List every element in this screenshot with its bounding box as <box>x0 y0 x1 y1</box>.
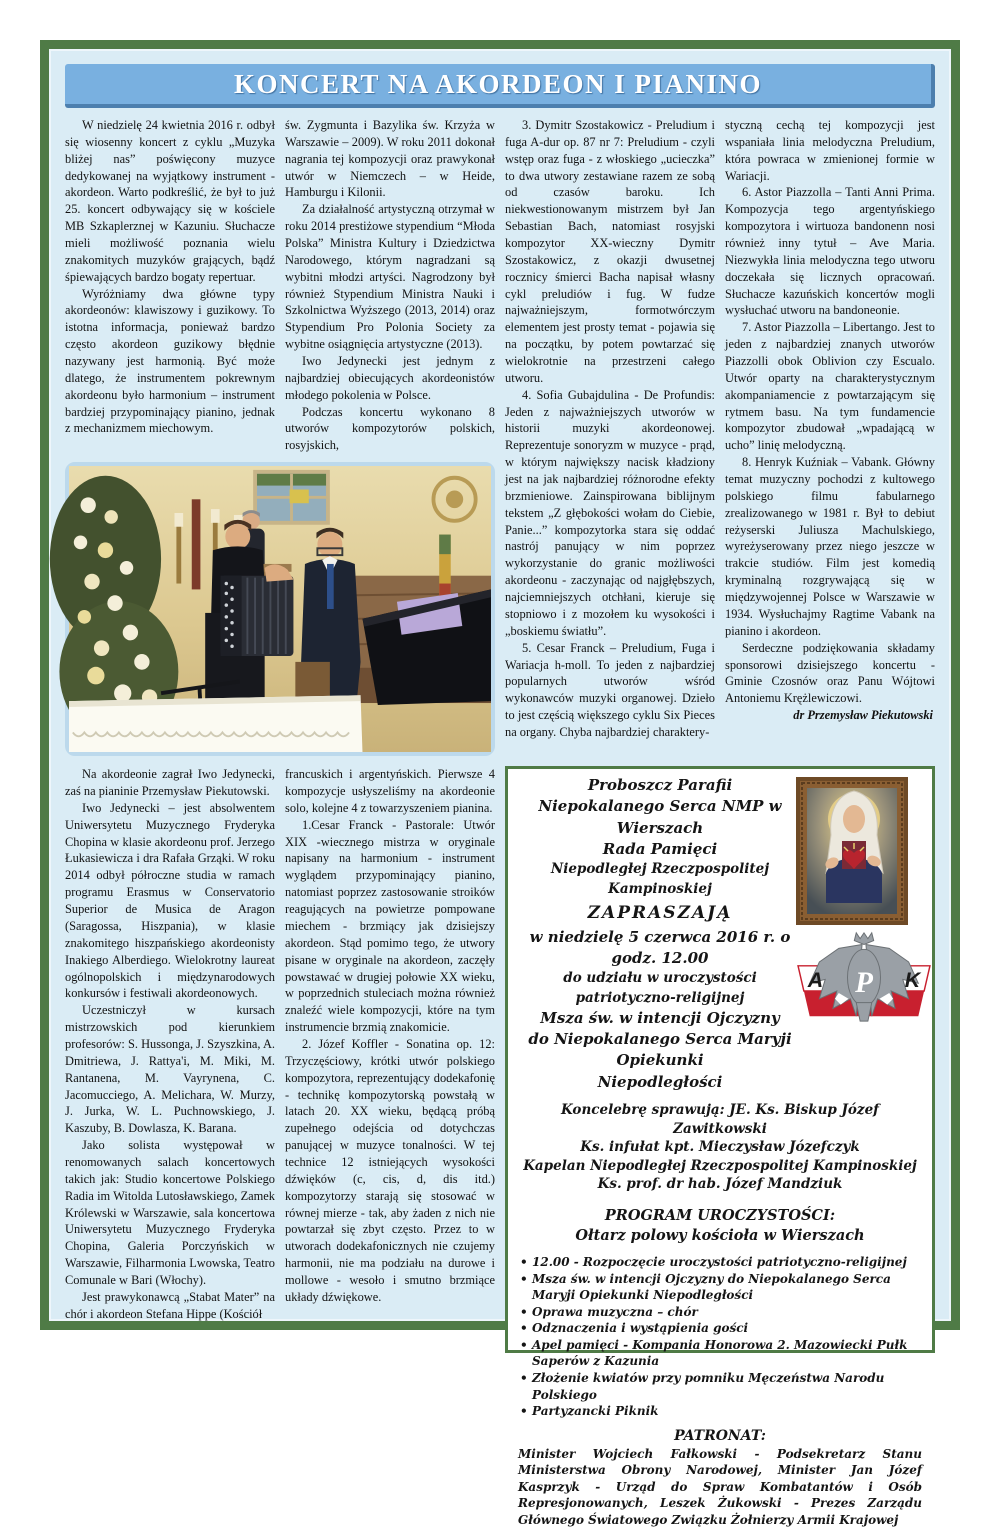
invitation-header-line: w niedzielę 5 czerwca 2016 r. o godz. 12.00 <box>529 927 791 968</box>
paragraph: 4. Sofia Gubajdulina - De Profundis: Jeden z najważniejszych utworów w historii muzyki akordeonowej. Reprezentuje sonoryzm w muzyce - prąd, w którym największy nacisk kładziony jest na jak najbardziej różnorodne efekty brzmieniowe. Zainspirowana biblijnym tekstem „Z głębokości wołam do Ciebie, Panie...” kompozytorka stara się oddać nastrój panujący w nim poprzez wykorzystanie do granic możliwości akordeonu - zaczynając od najgłębszych, najciemniejszych otchłani, kieruje się stopniowo i z mozołem ku wysokości i „boskiemu światłu”. <box>505 387 715 638</box>
program-title: PROGRAM UROCZYSTOŚCI: <box>604 1207 836 1225</box>
sacred-heart-of-mary-icon <box>796 777 908 925</box>
program-item: • Złożenie kwiatów przy pomniku Męczeństwa Narodu Polskiego <box>518 1370 922 1403</box>
invitation-header-line: Rada Pamięci <box>602 840 718 859</box>
paragraph: 7. Astor Piazzolla – Libertango. Jest to jeden z najbardziej znanych utworów Piazzolli obok Oblivion czy Escualo. Utwór oparty na charakterystycznym akompaniamencie z powtarzającym się rytmem basu. Na tym fundamencie kompozytor zbudował „wpadającą w ucho” linię melodyczną. <box>725 320 935 453</box>
ak-letter-a: A <box>807 968 824 993</box>
kotwica-icon: P <box>855 967 873 1000</box>
invitation-header-line: Msza św. w intencji Ojczyzny <box>540 1008 780 1027</box>
paragraph: św. Zygmunta i Bazylika św. Krzyża w Warszawie – 2009). W roku 2011 dokonał nagrania tej kompozycji oraz prawykonał utwór w Niemczech – w Heide, Hamburgu i Kilonii. <box>285 118 495 200</box>
article-bottom-section <box>65 766 935 1527</box>
concert-photo-wrap <box>65 462 495 756</box>
celebrants-list <box>518 1101 922 1194</box>
program-item: • 12.00 - Rozpoczęcie uroczystości patriotyczno-religijnej <box>518 1254 922 1271</box>
invitation-header-line: Niepokalanego Serca NMP w Wierszach <box>538 797 782 837</box>
article-column-1 <box>65 117 275 454</box>
invitation-header-line: Niepodległości <box>597 1072 723 1091</box>
program-list <box>518 1254 922 1419</box>
invitation-header <box>518 775 802 1093</box>
article-column-3 <box>505 117 715 756</box>
program-item: • Partyzancki Piknik <box>518 1403 922 1420</box>
article-column-2 <box>285 117 495 454</box>
paragraph: Na akordeonie zagrał Iwo Jedynecki, zaś na pianinie Przemysław Piekutowski. <box>65 767 275 799</box>
patronat-heading: PATRONAT: <box>674 1427 766 1444</box>
article-top-section <box>65 117 935 756</box>
patronat-text: Minister Wojciech Fałkowski - Podsekretarz Stanu Ministerstwa Obrony Narodowej, Minister Jan Józef Kasprzyk - Urząd do Spraw Kombatantów i Osób Represjonowanych, Leszek Żukowski - Prezes Zarządu Głównego Światowego Związku Żołnierzy Armii Krajowej <box>518 1446 922 1527</box>
program-heading <box>518 1206 922 1245</box>
paragraph: Jest prawykonawcą „Stabat Mater” na chór i akordeon Stefana Hippe (Kościół <box>65 1289 275 1321</box>
church-window <box>253 470 330 525</box>
paragraph: Serdeczne podziękowania składamy sponsorowi dzisiejszego koncertu - Gminie Czosnów oraz Panu Wójtowi Antoniemu Krężlewiczowi. <box>725 640 935 706</box>
article-column-4 <box>725 117 935 756</box>
paragraph: Iwo Jedynecki – jest absolwentem Uniwersytetu Muzycznego Fryderyka Chopina w klasie akordeonu prof. Jerzego Łukasiewicza i dra Rafała Grząki. W roku 2014 odbył półroczne studia w ramach programu Erasmus w Conservatorio Superior de Musica de Aragon (Saragossa, Hiszpania), w klasie znakomitego hiszpańskiego akordeonisty Inakiego Alberdiego. Wielokrotny laureat ogólnopolskich i międzynarodowych konkursów i festiwali akordeonowych. <box>65 800 275 1001</box>
invitation-header-line: Proboszcz Parafii <box>587 776 733 795</box>
program-item: • Msza św. w intencji Ojczyzny do Niepokalanego Serca Maryji Opiekunki Niepodległości <box>518 1271 922 1304</box>
bottom-column-1 <box>65 766 275 1322</box>
paragraph: Uczestniczył w kursach mistrzowskich pod kierunkiem profesorów: S. Hussonga, J. Szyszkina, A. Dmitriewa, J. Rattya'i, M. Miki, M. Rantanena, M. Vayrynena, C. Jacomucciego, A. Melichara, W. Murzy, J. Jurka, W. L. Puchnowskiego, J. Kaszuby, B. Dowlasza, K. Barana. <box>65 1003 275 1136</box>
paragraph: Iwo Jedynecki jest jednym z najbardziej obiecujących akordeonistów młodego pokolenia w Polsce. <box>285 354 495 402</box>
paragraph: 8. Henryk Kuźniak – Vabank. Główny temat muzyczny pochodzi z kultowego polskiego filmu fabularnego zrealizowanego w 1981 r. Był to debiut reżyserski Juliusza Machulskiego, wyreżyserowany przez niego jeszcze w trakcie studiów. Film jest komedią kryminalną rozgrywającą się w międzywojennej Polsce w Warszawie w 1934. Wysłuchajmy Ragtime Vabank na pianino i akordeon. <box>725 455 935 638</box>
paragraph: francuskich i argentyńskich. Pierwsze 4 kompozycje usłyszeliśmy na akordeonie solo, kolejne 4 z towarzyszeniem pianina. <box>285 767 495 815</box>
bottom-column-2 <box>285 766 495 1306</box>
ak-emblem-icon <box>796 927 932 1024</box>
paragraph: styczną cechą tej kompozycji jest wspaniała linia melodyczna Preludium, która powraca w zmienionej formie w Wariacji. <box>725 118 935 183</box>
invitation-header-line: do udziału w uroczystości patriotyczno-religijnej <box>563 970 757 1006</box>
celebrant-line: Koncelebrę sprawują: JE. Ks. Biskup Józef Zawitkowski <box>561 1101 879 1137</box>
paragraph: 2. Józef Koffler - Sonatina op. 12: Trzyczęściowy, krótki utwór polskiego kompozytora, reprezentujący dodekafonię - technikę kompozytorską powstałą w latach 20. XX wieku, będącą próbą zupełnego odejścia od dotychczas panującej w muzyce tonalności. W tej technice 12 istniejących wysokości dźwięków (c, cis, d, dis itd.) kompozytorzy starają się stosować w równej mierze - tak, aby żaden z nich nie powtarzał się zbyt często. Przez to w utworach dodekafonicznych nie czujemy harmonii, nie ma podziału na durowe i mollowe - wesoło i smutno brzmiące układy dźwiękowe. <box>285 1036 495 1304</box>
paragraph: Za działalność artystyczną otrzymał w roku 2014 prestiżowe stypendium “Młoda Polska” Ministra Kultury i Dziedzictwa Narodowego, którym nagradzani są wybitni młodzi artyści. Nagrodzony był również Stypendium Ministra Nauki i Szkolnictwa Wyższego (2013, 2014) oraz Stypendium Pro Polonia Society za wybitne osiągnięcia artystyczne (2013). <box>285 202 495 352</box>
paragraph: 3. Dymitr Szostakowicz - Preludium i fuga A-dur op. 87 nr 7: Preludium - czyli wstęp oraz fuga - z włoskiego „ucieczka” to dwa utwory zestawiane razem ze sobą od czasów baroku. Ich niekwestionowanym mistrzem był Jan Sebastian Bach, natomiast rosyjski kompozytor XX-wieczny Dymitr Szostakowicz, z okazji dwusetnej rocznicy śmierci Bacha napisał własny cykl preludiów i fug. W fudze najważniejszym, formotwórczym elementem jest prosty temat - pojawia się na początku, by potem powtarzać się wielokrotnie na przestrzeni całego utworu. <box>505 118 715 385</box>
paragraph: Jako solista występował w renomowanych salach koncertowych takich jak: Studio koncertowe Polskiego Radia im Witolda Lutosławskiego, Zamek Królewski w Warszawie, sala koncertowa Uniwersytetu Muzycznego Fryderyka Chopina, Galeria Porczyńskich w Warszawie, Filharmonia Lwowska, Teatro Comunale w Bari (Włochy). <box>65 1138 275 1287</box>
paragraph: Wyróżniamy dwa główne typy akordeonów: klawiszowy i guzikowy. To istotna informacja, ponieważ bardzo często akordeon guzikowy błędnie nazywany jest harmonią. Być może dlatego, że instrumentem pokrewnym akordeonu było harmonium – instrument bardziej przypominający pianino, jednak z mechanizmem miechowym. <box>65 286 275 436</box>
program-item: • Apel pamięci - Kompania Honorowa 2. Mazowiecki Pułk Saperów z Kazunia <box>518 1337 922 1370</box>
invitation-figures <box>796 777 924 1024</box>
celebrant-line: Ks. prof. dr hab. Józef Mandziuk <box>597 1176 843 1193</box>
program-item: • Oprawa muzyczna – chór <box>518 1304 922 1321</box>
page-title: KONCERT NA AKORDEON I PIANINO <box>233 68 763 99</box>
concert-photo <box>65 462 495 756</box>
paragraph: 1.Cesar Franck - Pastorale: Utwór XIX -wiecznego mistrza w oryginale napisany na harmonium - instrument wyglądem przypominający pianino, natomiast poprzez zastosowanie stroików reagujących na powietrze pompowane miechem - brzmiący jak dzisiejszy akordeon. Stąd pomimo tego, że utwory pisane w oryginale na akordeon, zaczęły powstawać w drugiej połowie XX wieku, w poprzednich stuleciach można również znaleźć wiele kompozycji, które na tym instrumencie brzmią znakomicie. <box>285 817 495 1035</box>
invitation-panel <box>505 766 935 1527</box>
paragraph: W niedzielę 24 kwietnia 2016 r. odbył się wiosenny koncert z cyklu „Muzyka bliżej nas” poświęcony muzyce dedykowanej na wyjątkowy instrument - akordeon. Warto podkreślić, że był to już 25. koncert odbywający się w kościele MB Szkaplerznej w Kazuniu. Słuchacze mieli możliwość poznania wielu znakomitych muzyków grających, bądź śpiewających bardzo bogaty repertuar. <box>65 118 275 284</box>
program-item: • Odznaczenia i wystąpienia gości <box>518 1320 922 1337</box>
celebrant-line: Kapelan Niepodległej Rzeczpospolitej Kampinoskiej <box>523 1157 917 1174</box>
invitation-header-line: ZAPRASZAJĄ <box>587 902 733 923</box>
invitation-header-line: do Niepokalanego Serca Maryji Opiekunki <box>528 1030 792 1070</box>
program-subtitle: Ołtarz polowy kościoła w Wierszach <box>575 1226 865 1244</box>
invitation-header-line: Niepodległej Rzeczpospolitej Kampinoskiej <box>550 861 770 897</box>
paragraph: 6. Astor Piazzolla – Tanti Anni Prima. Kompozycja tego argentyńskiego kompozytora i wirtuoza bandonenn nosi również inny tytuł – Ave Maria. Niezwykła linia melodyczna tego utworu doczekała się licznych opracowań. Słuchacze kazuńskich koncertów mogli wysłuchać utworu na bandoneonie. <box>725 185 935 318</box>
paragraph: Podczas koncertu wykonano 8 utworów kompozytorów polskich, rosyjskich, <box>285 404 495 453</box>
page-content <box>49 117 951 1527</box>
paragraph: 5. Cesar Franck – Preludium, Fuga i Wariacja h-moll. To jeden z najbardziej popularnych utworów wśród wykonawców muzyki organowej. Dzieło to jest częścią większego cyklu Six Pieces na organy. Chyba najbardziej charaktery- <box>505 640 715 739</box>
altar-cloth <box>69 695 362 752</box>
concert-photo-illustration <box>69 466 491 752</box>
ak-letter-k: K <box>904 968 921 993</box>
author-signature: dr Przemysław Piekutowski <box>793 708 933 723</box>
title-banner <box>65 64 935 108</box>
page-frame <box>40 40 960 1527</box>
celebrant-line: Ks. infułat kpt. Mieczysław Józefczyk <box>580 1139 860 1156</box>
